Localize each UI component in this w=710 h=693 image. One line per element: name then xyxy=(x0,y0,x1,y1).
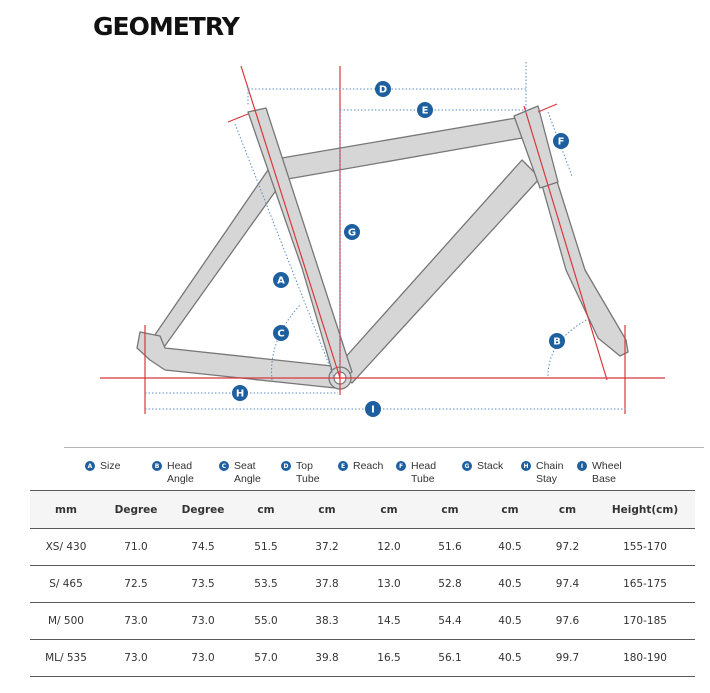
geometry-table xyxy=(30,490,695,677)
table-cell: 180-190 xyxy=(595,640,695,677)
legend-item-top-tube xyxy=(281,460,338,486)
legend-key-e: E xyxy=(338,461,348,471)
legend-item-stack xyxy=(462,460,519,473)
size-cell: M/ 500 xyxy=(30,603,102,640)
svg-text:D: D xyxy=(378,84,388,96)
table-cell: 53.5 xyxy=(236,566,296,603)
table-cell: 56.1 xyxy=(420,640,480,677)
callout-d xyxy=(375,81,391,97)
legend-item-size xyxy=(85,460,142,473)
table-cell: 37.8 xyxy=(296,566,358,603)
table-cell: 73.0 xyxy=(102,603,170,640)
callout-e xyxy=(417,102,433,118)
unit-header: cm xyxy=(236,491,296,529)
unit-header: cm xyxy=(480,491,540,529)
table-cell: 38.3 xyxy=(296,603,358,640)
callout-i xyxy=(365,401,381,417)
legend-label: Head Tube xyxy=(411,460,437,485)
svg-text:C: C xyxy=(277,328,285,340)
unit-header: Degree xyxy=(102,491,170,529)
legend-label: Size xyxy=(100,460,121,472)
callout-c xyxy=(273,325,289,341)
table-cell: 165-175 xyxy=(595,566,695,603)
legend-label: Stack xyxy=(477,460,504,472)
callout-a xyxy=(273,272,289,288)
callout-g xyxy=(344,224,360,240)
table-cell: 12.0 xyxy=(358,529,420,566)
legend-key-f: F xyxy=(396,461,406,471)
table-cell: 40.5 xyxy=(480,566,540,603)
legend-label: Chain Stay xyxy=(536,460,564,485)
unit-header: cm xyxy=(420,491,480,529)
table-cell: 54.4 xyxy=(420,603,480,640)
legend-label: Head Angle xyxy=(167,460,194,485)
table-cell: 73.0 xyxy=(102,640,170,677)
table-cell: 39.8 xyxy=(296,640,358,677)
top-tick-seat xyxy=(228,114,248,122)
legend-item-chain-stay xyxy=(521,460,578,486)
unit-header: cm xyxy=(358,491,420,529)
legend-label: Wheel Base xyxy=(592,460,622,485)
top-tube-shape xyxy=(270,118,522,180)
table-cell: 74.5 xyxy=(170,529,236,566)
table-cell: 97.2 xyxy=(540,529,595,566)
table-cell: 13.0 xyxy=(358,566,420,603)
down-tube-shape xyxy=(334,160,540,383)
size-cell: ML/ 535 xyxy=(30,640,102,677)
table-cell: 14.5 xyxy=(358,603,420,640)
callout-f xyxy=(553,133,569,149)
unit-header: Degree xyxy=(170,491,236,529)
legend-label: Top Tube xyxy=(296,460,320,485)
table-cell: 51.5 xyxy=(236,529,296,566)
table-cell: 73.0 xyxy=(170,603,236,640)
table-cell: 97.6 xyxy=(540,603,595,640)
table-cell: 170-185 xyxy=(595,603,695,640)
table-cell: 40.5 xyxy=(480,640,540,677)
unit-header: cm xyxy=(296,491,358,529)
table-cell: 51.6 xyxy=(420,529,480,566)
top-tick-head xyxy=(538,104,557,112)
table-cell: 97.4 xyxy=(540,566,595,603)
table-cell: 155-170 xyxy=(595,529,695,566)
table-cell: 52.8 xyxy=(420,566,480,603)
unit-header: mm xyxy=(30,491,102,529)
table-cell: 57.0 xyxy=(236,640,296,677)
fork-shape xyxy=(540,178,628,356)
legend-item-seat-angle xyxy=(219,460,276,486)
svg-text:A: A xyxy=(277,275,285,287)
callout-b xyxy=(549,333,565,349)
svg-text:F: F xyxy=(557,136,565,148)
legend-key-a: A xyxy=(85,461,95,471)
legend-key-h: H xyxy=(521,461,531,471)
legend-key-c: C xyxy=(219,461,229,471)
table-cell: 55.0 xyxy=(236,603,296,640)
svg-text:G: G xyxy=(347,227,357,239)
unit-header-row xyxy=(30,491,695,529)
legend-item-head-tube xyxy=(396,460,453,486)
svg-text:B: B xyxy=(553,336,561,348)
table-cell: 72.5 xyxy=(102,566,170,603)
table-cell: 73.5 xyxy=(170,566,236,603)
size-cell: XS/ 430 xyxy=(30,529,102,566)
unit-header: Height(cm) xyxy=(595,491,695,529)
table-cell: 40.5 xyxy=(480,529,540,566)
legend-label: Seat Angle xyxy=(234,460,261,485)
table-cell: 37.2 xyxy=(296,529,358,566)
legend-key-b: B xyxy=(152,461,162,471)
legend-key-d: D xyxy=(281,461,291,471)
svg-text:I: I xyxy=(371,404,375,416)
legend-label: Reach xyxy=(353,460,384,472)
table-cell: 71.0 xyxy=(102,529,170,566)
table-row xyxy=(30,566,695,603)
legend-key-g: G xyxy=(462,461,472,471)
table-row xyxy=(30,529,695,566)
legend-item-head-angle xyxy=(152,460,209,486)
table-cell: 16.5 xyxy=(358,640,420,677)
seat-tube-axis xyxy=(241,66,340,378)
legend-key-i: I xyxy=(577,461,587,471)
svg-text:H: H xyxy=(235,388,245,400)
unit-header: cm xyxy=(540,491,595,529)
table-row xyxy=(30,640,695,677)
table-row xyxy=(30,603,695,640)
size-cell: S/ 465 xyxy=(30,566,102,603)
table-cell: 99.7 xyxy=(540,640,595,677)
svg-text:E: E xyxy=(421,105,429,117)
legend-item-wheel-base xyxy=(577,460,634,486)
callout-h xyxy=(232,385,248,401)
legend-item-reach xyxy=(338,460,395,473)
table-cell: 40.5 xyxy=(480,603,540,640)
table-cell: 73.0 xyxy=(170,640,236,677)
seat-stay-shape xyxy=(150,170,285,350)
legend xyxy=(85,460,675,490)
page-title: GEOMETRY xyxy=(93,12,239,41)
section-divider xyxy=(64,447,704,448)
